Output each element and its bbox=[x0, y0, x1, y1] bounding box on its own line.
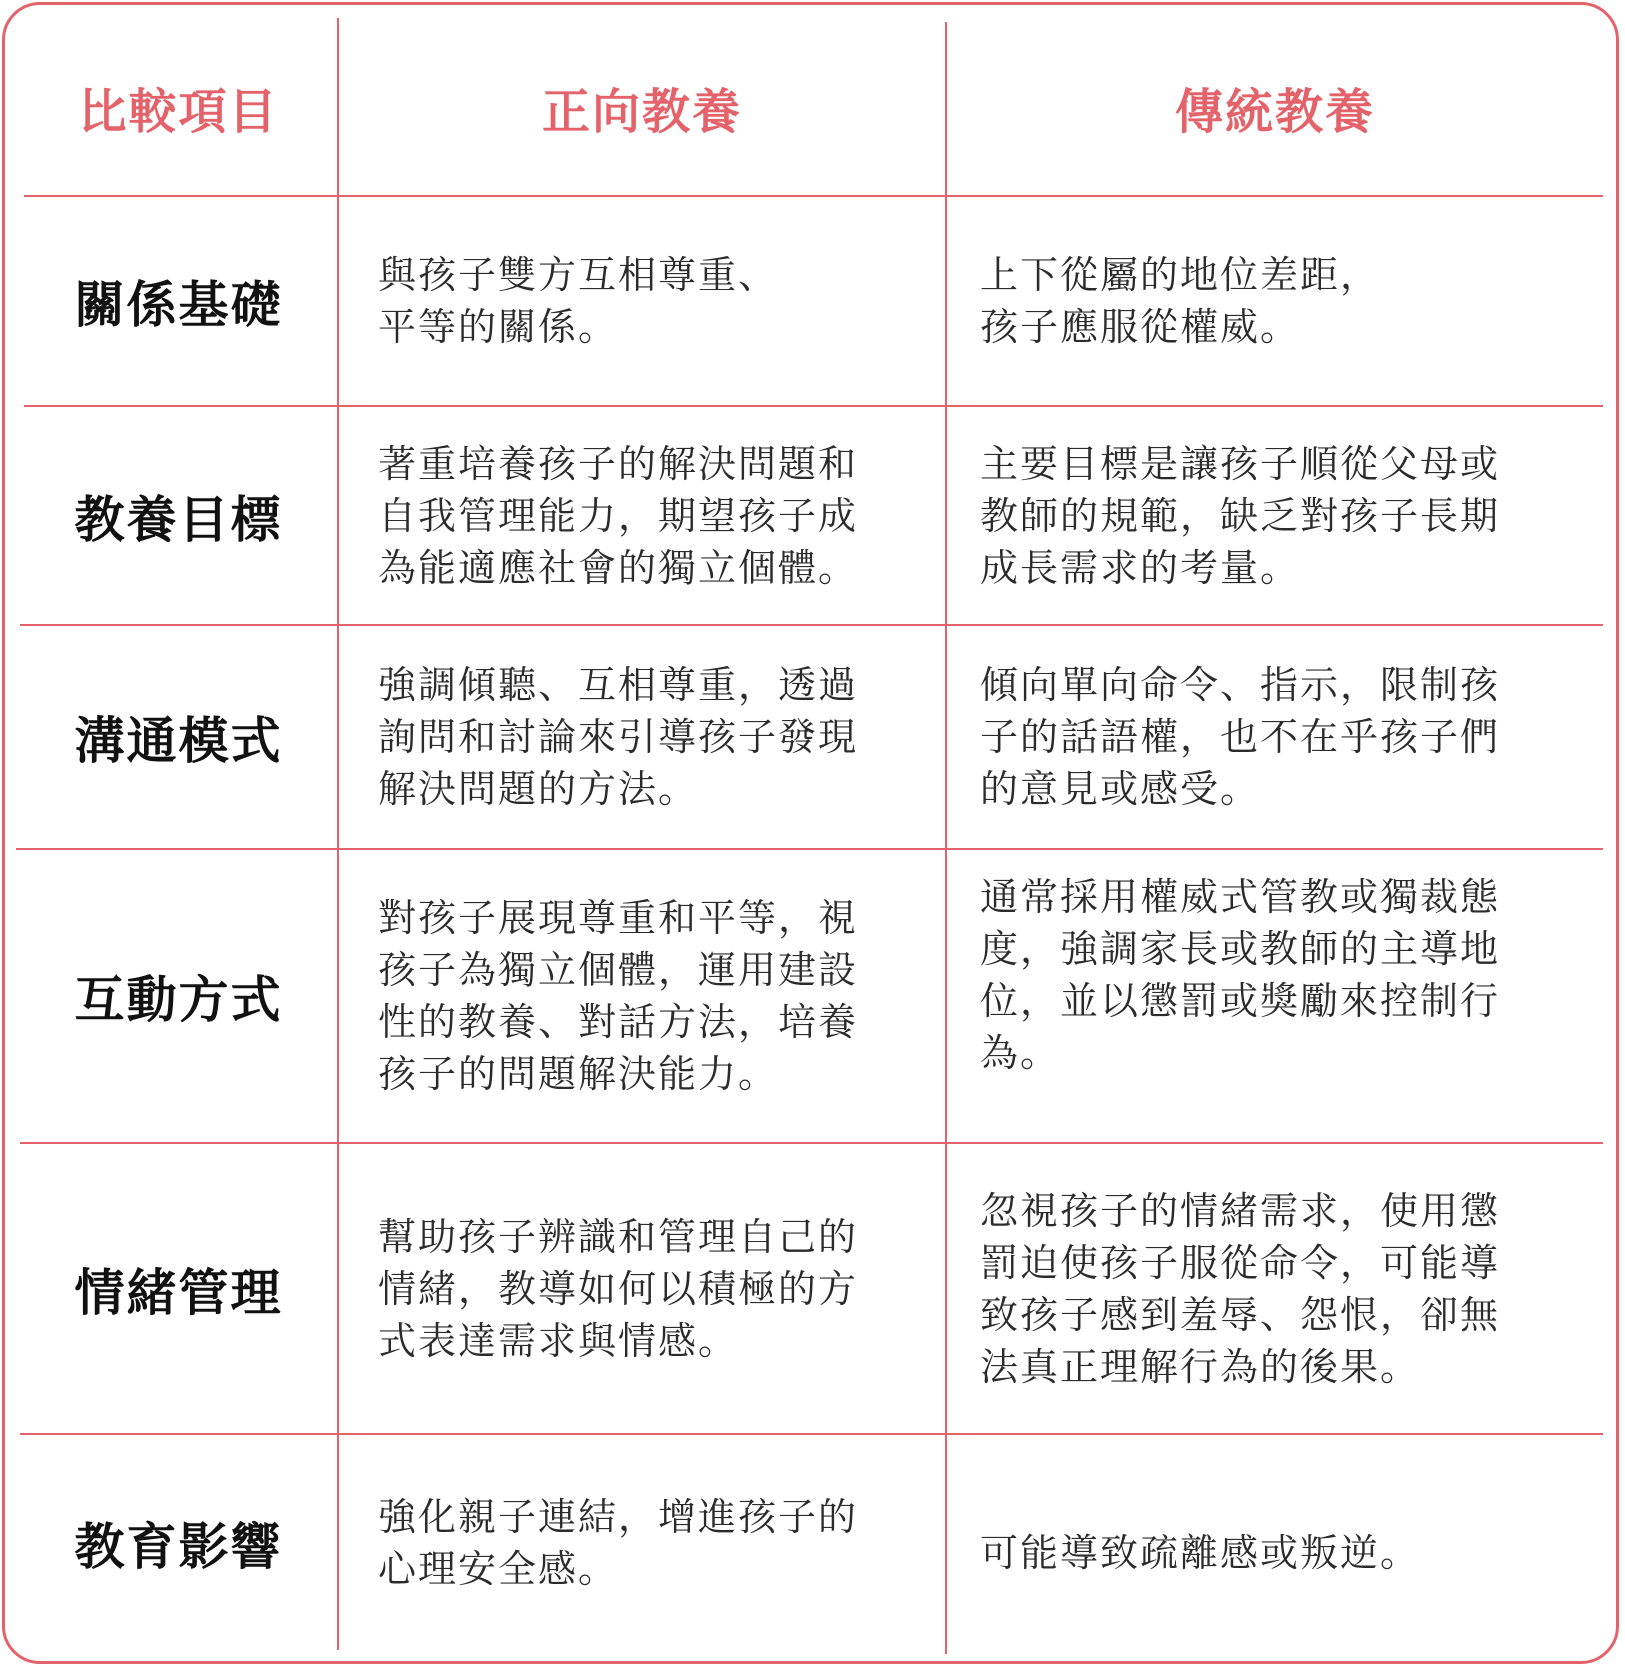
positive-cell: 強調傾聽、互相尊重，透過 詢問和討論來引導孩子發現 解決問題的方法。 bbox=[378, 663, 859, 811]
header-traditional-parenting: 傳統教養 bbox=[1174, 84, 1375, 140]
traditional-cell: 上下從屬的地位差距， 孩子應服從權威。 bbox=[980, 253, 1381, 349]
row-label: 關係基礎 bbox=[74, 276, 283, 334]
row-label: 教養目標 bbox=[74, 490, 283, 549]
traditional-cell: 忽視孩子的情緒需求，使用懲 罰迫使孩子服從命令，可能導 致孩子感到羞辱、怨恨，卻無 法真正理解行為的後果。 bbox=[980, 1188, 1501, 1389]
positive-cell: 強化親子連結，增進孩子的 心理安全感。 bbox=[378, 1494, 859, 1591]
positive-cell: 對孩子展現尊重和平等，視 孩子為獨立個體，運用建設 性的教養、對話方法，培養 孩子的問題解決能力。 bbox=[378, 896, 859, 1096]
column-divider-2 bbox=[945, 22, 947, 1654]
traditional-cell: 通常採用權威式管教或獨裁態 度，強調家長或教師的主導地 位，並以懲罰或獎勵來控制行 為。 bbox=[980, 875, 1501, 1075]
row-label: 溝通模式 bbox=[74, 712, 283, 770]
header-item: 比較項目 bbox=[78, 84, 279, 140]
column-divider-1 bbox=[337, 18, 339, 1650]
row-label: 情緒管理 bbox=[74, 1263, 283, 1322]
positive-cell: 與孩子雙方互相尊重、 平等的關係。 bbox=[378, 253, 779, 349]
row-label: 教育影響 bbox=[74, 1517, 283, 1576]
header-positive-parenting: 正向教養 bbox=[541, 84, 742, 140]
traditional-cell: 主要目標是讓孩子順從父母或 教師的規範，缺乏對孩子長期 成長需求的考量。 bbox=[980, 441, 1501, 590]
traditional-cell: 傾向單向命令、指示，限制孩 子的話語權，也不在乎孩子們 的意見或感受。 bbox=[980, 663, 1501, 811]
traditional-cell: 可能導致疏離感或叛逆。 bbox=[980, 1530, 1421, 1575]
positive-cell: 幫助孩子辨識和管理自己的 情緒，教導如何以積極的方 式表達需求與情感。 bbox=[378, 1214, 859, 1363]
positive-cell: 著重培養孩子的解決問題和 自我管理能力，期望孩子成 為能適應社會的獨立個體。 bbox=[378, 441, 859, 590]
row-label: 互動方式 bbox=[74, 971, 283, 1029]
